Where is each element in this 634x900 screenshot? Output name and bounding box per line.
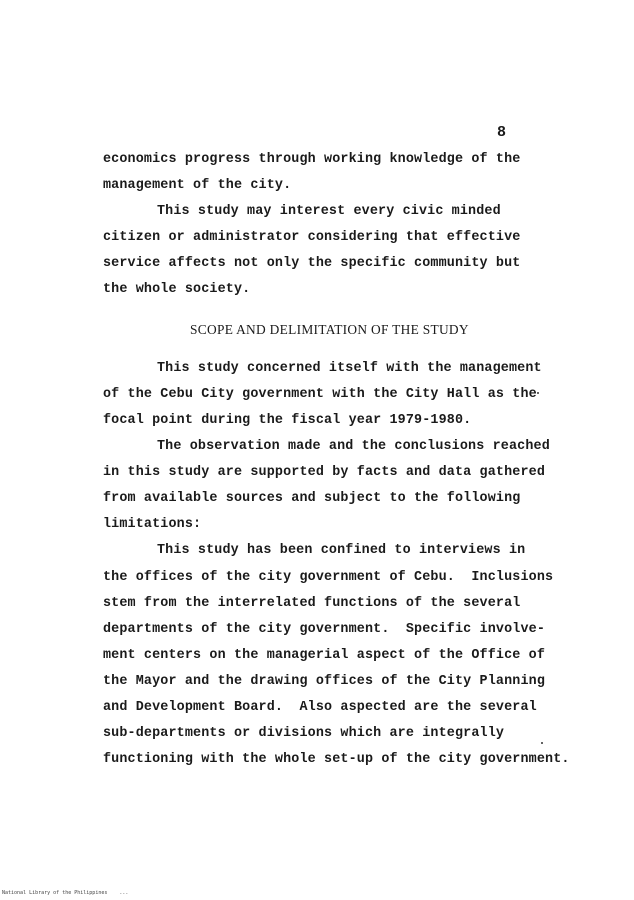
text-line: This study concerned itself with the management xyxy=(157,361,542,376)
text-line: The observation made and the conclusions reached xyxy=(157,439,550,454)
text-line: and Development Board. Also aspected are the several xyxy=(103,700,537,715)
text-line: the offices of the city government of Cebu. Inclusions xyxy=(103,570,554,585)
text-line: ment centers on the managerial aspect of the Office of xyxy=(103,648,546,663)
text-line: in this study are supported by facts and data gathered xyxy=(103,465,546,480)
scan-speck xyxy=(537,392,539,394)
text-line: of the Cebu City government with the City Hall as the xyxy=(103,387,537,402)
text-line: departments of the city government. Specific involve- xyxy=(103,622,546,637)
text-line: management of the city. xyxy=(103,178,292,193)
text-line: limitations: xyxy=(103,517,202,532)
text-line: service affects not only the specific community but xyxy=(103,256,521,271)
text-line: from available sources and subject to the following xyxy=(103,491,521,506)
page-number: 8 xyxy=(497,124,507,141)
text-line: the whole society. xyxy=(103,282,251,297)
text-line: the Mayor and the drawing offices of the City Planning xyxy=(103,674,546,689)
text-line: sub-departments or divisions which are integrally xyxy=(103,726,505,741)
text-line: functioning with the whole set-up of the city government. xyxy=(103,752,570,767)
text-line: This study has been confined to interviews in xyxy=(157,543,526,558)
text-line: economics progress through working knowledge of the xyxy=(103,152,521,167)
text-line: stem from the interrelated functions of the several xyxy=(103,596,521,611)
text-line: focal point during the fiscal year 1979-1980. xyxy=(103,413,472,428)
text-line: This study may interest every civic minded xyxy=(157,204,501,219)
scan-speck xyxy=(541,742,543,744)
text-line: citizen or administrator considering that effective xyxy=(103,230,521,245)
section-heading: SCOPE AND DELIMITATION OF THE STUDY xyxy=(190,322,469,337)
scan-footer: National Library of the Philippines ... xyxy=(2,890,129,896)
